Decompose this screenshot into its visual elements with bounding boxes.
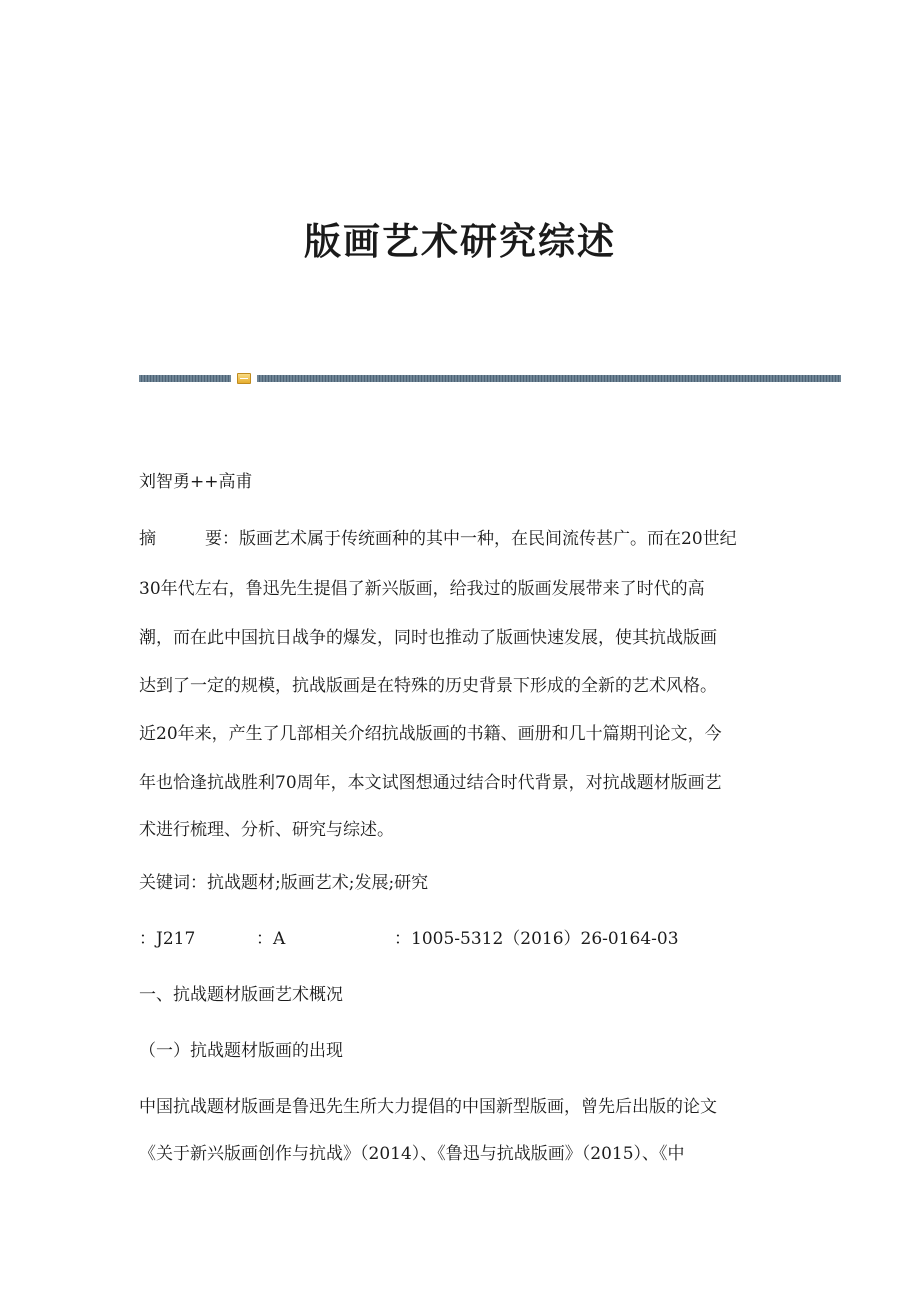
subsection-heading: （一）抗战题材版画的出现 bbox=[139, 1041, 343, 1061]
envelope-icon bbox=[237, 373, 251, 384]
abstract-label-end: 要： bbox=[205, 529, 239, 549]
abstract-line-6: 年也恰逢抗战胜利70周年，本文试图想通过结合时代背景，对抗战题材版画艺 bbox=[139, 773, 722, 793]
abstract-line-5: 近20年来，产生了几部相关介绍抗战版画的书籍、画册和几十篇期刊论文，今 bbox=[139, 724, 722, 744]
title-divider bbox=[139, 373, 841, 385]
clc-number: ：J217 bbox=[139, 929, 196, 949]
abstract-line-4: 达到了一定的规模，抗战版画是在特殊的历史背景下形成的全新的艺术风格。 bbox=[139, 676, 717, 696]
keywords-line: 关键词：抗战题材;版画艺术;发展;研究 bbox=[139, 873, 429, 893]
divider-bar-right bbox=[257, 375, 841, 382]
abstract-line-2: 30年代左右，鲁迅先生提倡了新兴版画，给我过的版画发展带来了时代的高 bbox=[139, 579, 705, 599]
abstract-line-3: 潮，而在此中国抗日战争的爆发，同时也推动了版画快速发展，使其抗战版画 bbox=[139, 628, 717, 648]
article-id: ：1005-5312（2016）26-0164-03 bbox=[394, 929, 679, 949]
body-line-2: 《关于新兴版画创作与抗战》（2014）、《鲁迅与抗战版画》（2015）、《中 bbox=[139, 1144, 685, 1164]
body-line-1: 中国抗战题材版画是鲁迅先生所大力提倡的中国新型版画，曾先后出版的论文 bbox=[139, 1097, 717, 1117]
abstract-line-1 bbox=[139, 524, 737, 555]
document-code: ：A bbox=[256, 929, 286, 949]
classification-row bbox=[139, 924, 839, 955]
abstract-text-1: 版画艺术属于传统画种的其中一种，在民间流传甚广。而在20世纪 bbox=[239, 529, 737, 549]
section-heading: 一、抗战题材版画艺术概况 bbox=[139, 985, 343, 1005]
document-title: 版画艺术研究综述 bbox=[304, 219, 616, 263]
author-line: 刘智勇++高甫 bbox=[139, 472, 253, 492]
abstract-line-7: 术进行梳理、分析、研究与综述。 bbox=[139, 820, 394, 840]
divider-bar-left bbox=[139, 375, 231, 382]
abstract-label-start: 摘 bbox=[139, 529, 156, 549]
